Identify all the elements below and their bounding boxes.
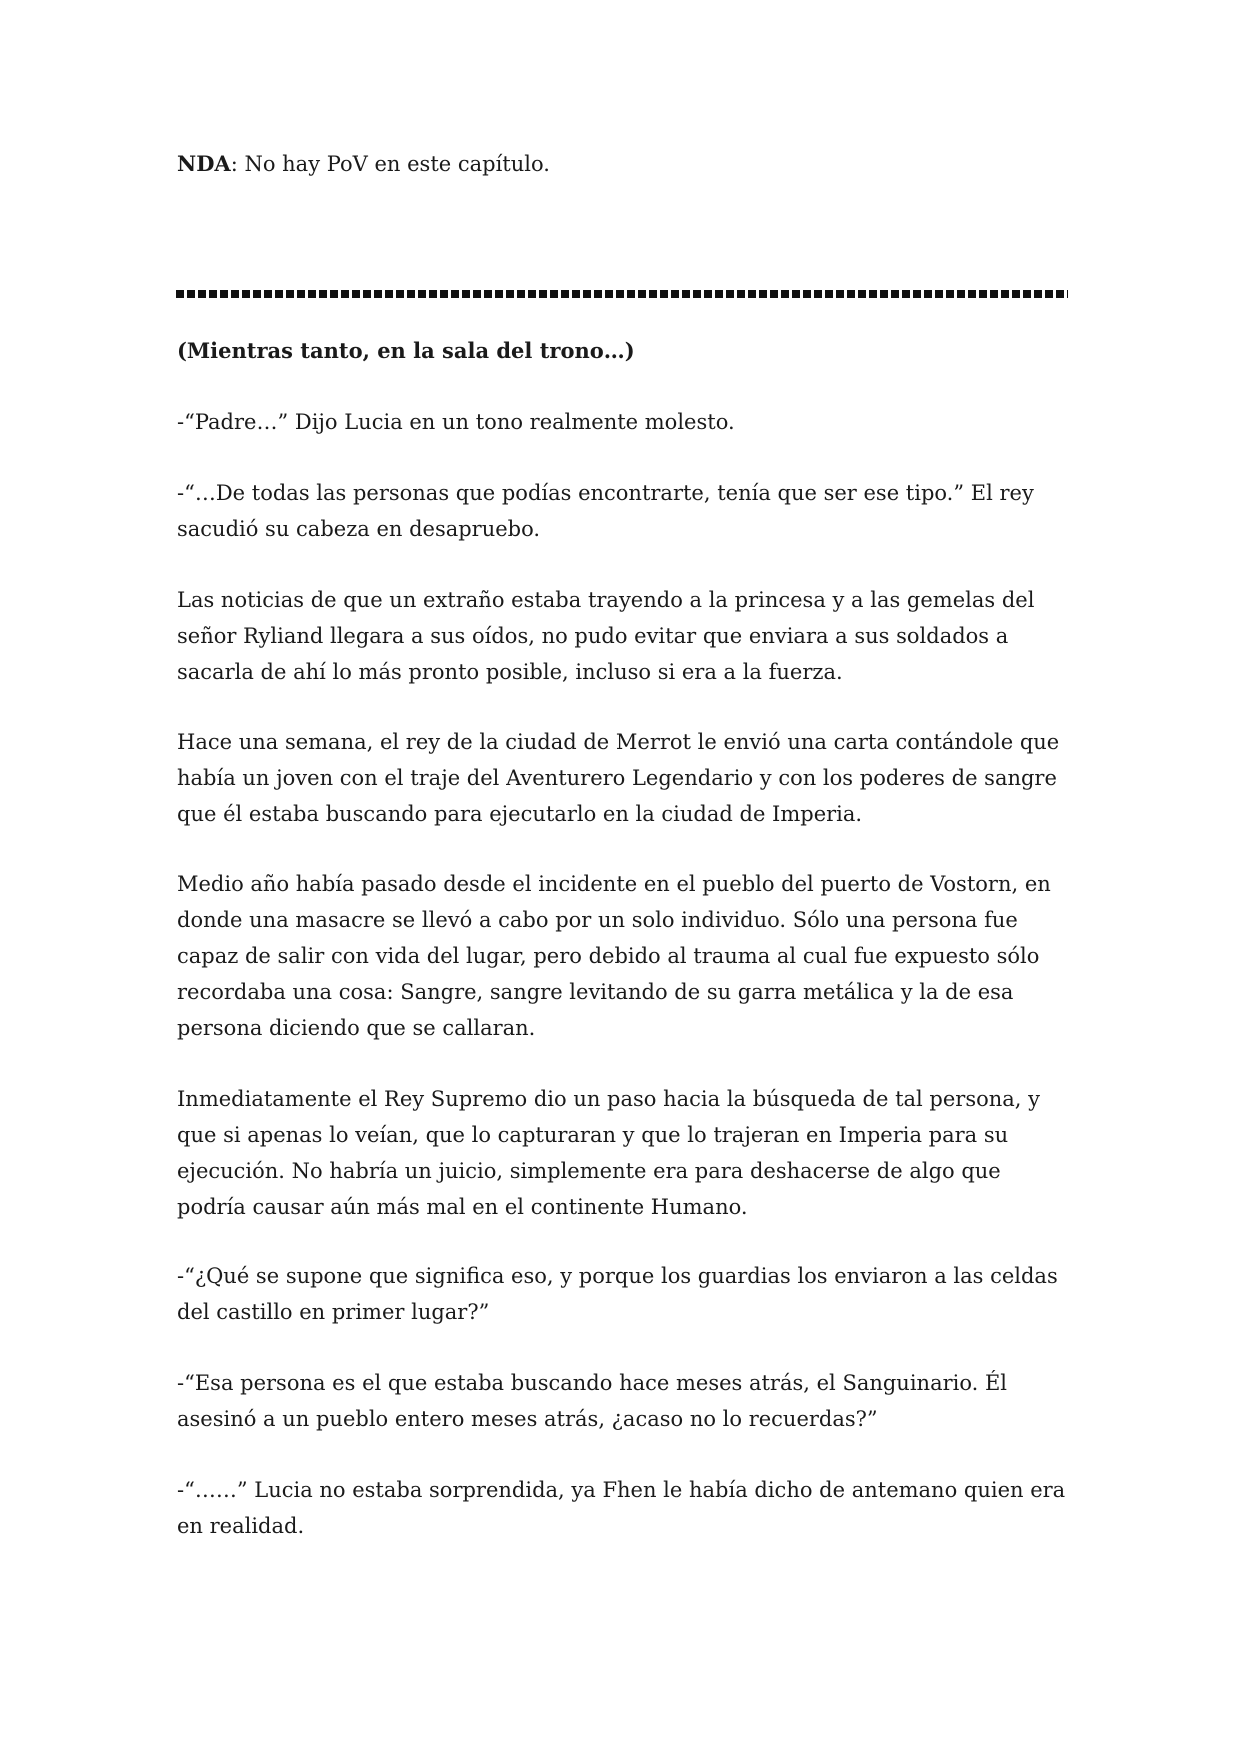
paragraph: -“Padre…” Dijo Lucia en un tono realmente molesto.: [177, 410, 735, 434]
author-note-label: NDA: [177, 151, 231, 176]
paragraph: Inmediatamente el Rey Supremo dio un paso hacia la búsqueda de tal persona, y que si apenas lo veían, que lo capturaran y que lo trajeran en Imperia para su ejecución. No habría un juicio, simplemente era para deshacerse de algo que podría causar aún más mal en el continente Humano.: [177, 1087, 1041, 1219]
paragraph: -“¿Qué se supone que significa eso, y porque los guardias los enviaron a las celdas del castillo en primer lugar?”: [177, 1264, 1058, 1324]
paragraph: -“……” Lucia no estaba sorprendida, ya Fhen le había dicho de antemano quien era en realidad.: [177, 1478, 1066, 1538]
author-note-text: : No hay PoV en este capítulo.: [230, 152, 550, 176]
section-divider: [176, 290, 1068, 298]
scene-heading: (Mientras tanto, en la sala del trono…): [177, 338, 635, 363]
author-note: [177, 146, 1067, 182]
paragraph: Hace una semana, el rey de la ciudad de Merrot le envió una carta contándole que había un joven con el traje del Aventurero Legendario y con los poderes de sangre que él estaba buscando para ejecutarlo en la ciudad de Imperia.: [177, 730, 1060, 826]
paragraph: Las noticias de que un extraño estaba trayendo a la princesa y a las gemelas del señor Ryliand llegara a sus oídos, no pudo evitar que enviara a sus soldados a sacarla de ahí lo más pronto posible, incluso si era a la fuerza.: [177, 588, 1035, 684]
paragraph: Medio año había pasado desde el incidente en el pueblo del puerto de Vostorn, en donde una masacre se llevó a cabo por un solo individuo. Sólo una persona fue capaz de salir con vida del lugar, pero debido al trauma al cual fue expuesto sólo recordaba una cosa: Sangre, sangre levitando de su garra metálica y la de esa persona diciendo que se callaran.: [177, 872, 1051, 1040]
paragraph: -“Esa persona es el que estaba buscando hace meses atrás, el Sanguinario. Él asesinó a un pueblo entero meses atrás, ¿acaso no lo recuerdas?”: [177, 1371, 1008, 1431]
paragraph: -“…De todas las personas que podías encontrarte, tenía que ser ese tipo.” El rey sacudió su cabeza en desapruebo.: [177, 481, 1034, 541]
